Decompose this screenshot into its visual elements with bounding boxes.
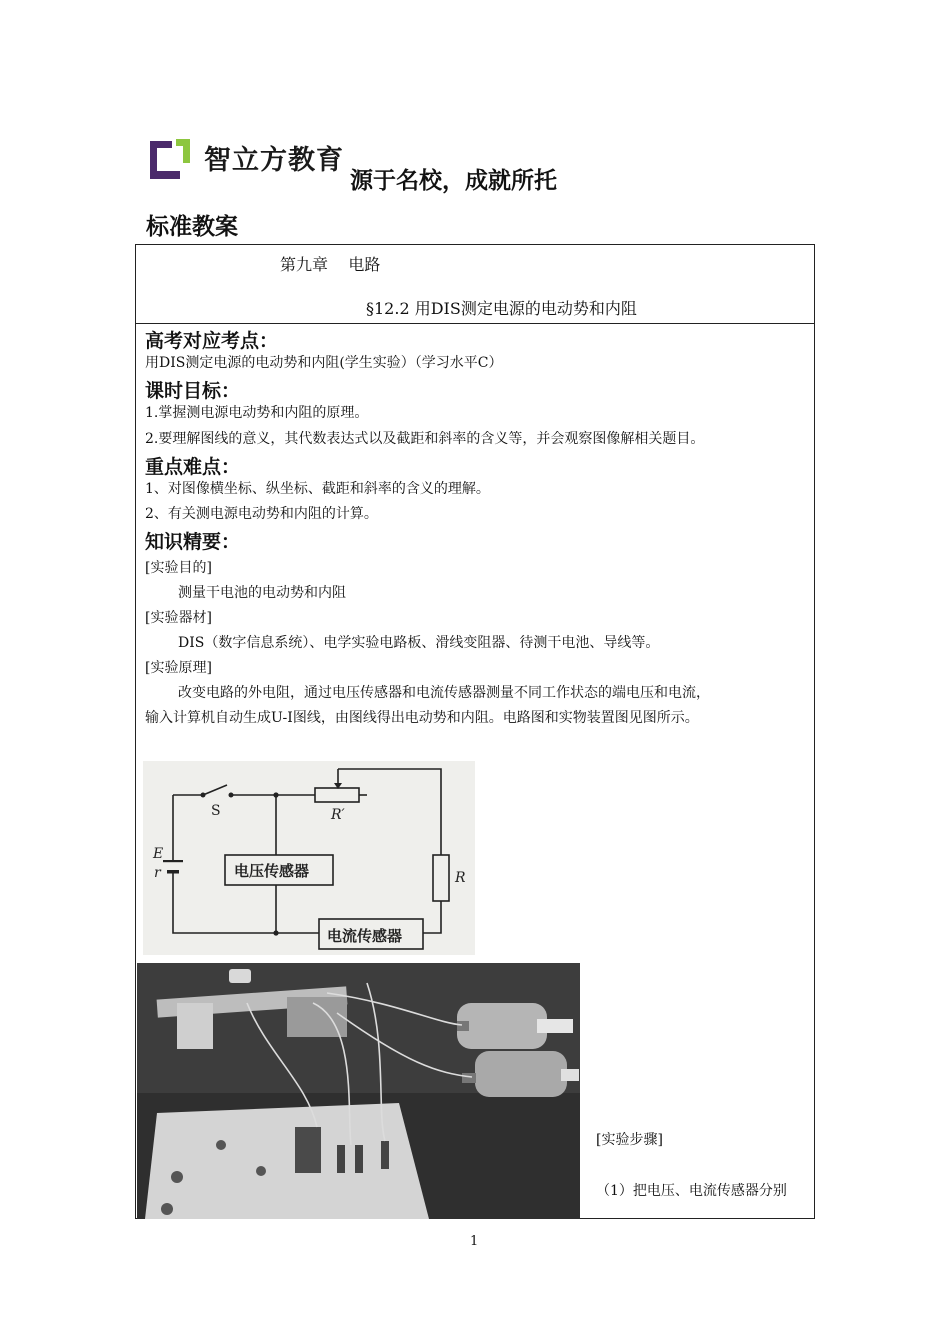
exam-points-text: 用DIS测定电源的电动势和内阻(学生实验）（学习水平C）: [145, 355, 503, 371]
table-divider: [135, 323, 815, 324]
resistor-label: R: [455, 870, 466, 886]
source-e-label: E: [153, 846, 164, 862]
principle-line-1: 改变电路的外电阻，通过电压传感器和电流传感器测量不同工作状态的端电压和电流，: [178, 685, 710, 701]
principle-label: [实验原理]: [145, 660, 212, 676]
section-title: §12.2 用DIS测定电源的电动势和内阻: [366, 299, 637, 318]
circuit-diagram: [143, 761, 475, 955]
steps-label: [实验步骤]: [596, 1132, 663, 1148]
purpose-label: [实验目的]: [145, 560, 212, 576]
objective-item-2: 2.要理解图线的意义，其代数表达式以及截距和斜率的含义等，并会观察图像解相关题目。: [145, 431, 705, 447]
objectives-heading: 课时目标：: [145, 380, 241, 402]
current-sensor-label: 电流传感器: [327, 927, 403, 945]
exam-points-heading: 高考对应考点：: [145, 330, 279, 352]
equipment-text: DIS（数字信息系统）、电学实验电路板、滑线变阻器、待测干电池、导线等。: [178, 635, 660, 651]
purpose-text: 测量干电池的电动势和内阻: [178, 585, 346, 601]
source-r-label: r: [154, 865, 161, 881]
difficulty-item-1: 1、对图像横坐标、纵坐标、截距和斜率的含义的理解。: [145, 481, 490, 497]
difficulty-item-2: 2、有关测电源电动势和内阻的计算。: [145, 506, 378, 522]
plan-title: 标准教案: [146, 214, 238, 240]
logo-text: 智立方教育: [204, 145, 344, 176]
apparatus-photo: [137, 963, 580, 1219]
objective-item-1: 1.掌握测电源电动势和内阻的原理。: [145, 405, 369, 421]
chapter-title: 第九章 电路: [280, 255, 381, 274]
principle-line-2: 输入计算机自动生成U-I图线，由图线得出电动势和内阻。电路图和实物装置图见图所示。: [145, 710, 699, 726]
step-1-text: （1）把电压、电流传感器分别: [596, 1183, 787, 1199]
logo-icon: [146, 135, 194, 183]
page-number: 1: [470, 1234, 479, 1249]
knowledge-heading: 知识精要：: [145, 531, 241, 553]
difficulties-heading: 重点难点：: [145, 456, 241, 478]
rheostat-label: R′: [331, 807, 345, 823]
slogan: 源于名校，成就所托: [350, 168, 557, 194]
voltage-sensor-label: 电压传感器: [234, 862, 310, 880]
equipment-label: [实验器材]: [145, 610, 212, 626]
switch-label: S: [211, 803, 221, 819]
